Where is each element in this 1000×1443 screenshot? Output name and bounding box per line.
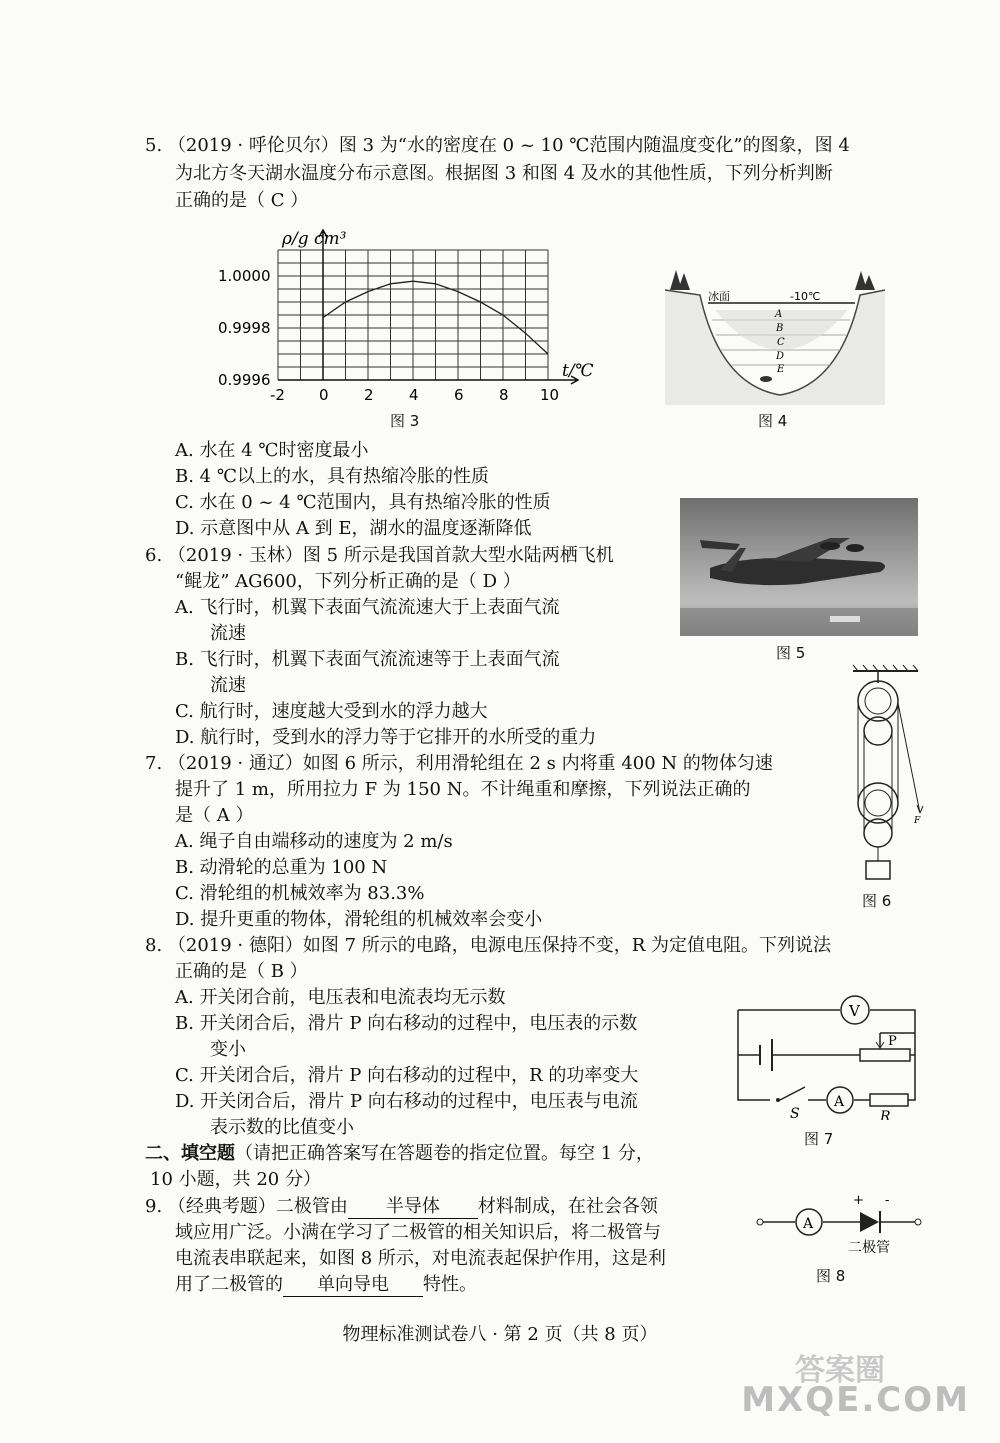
q9-line4-a: 用了二极管的 — [175, 1274, 283, 1295]
fig6-caption: 图 6 — [862, 892, 892, 910]
q7-option-a: A. 绳子自由端移动的速度为 2 m/s — [175, 831, 453, 852]
tree-icon — [670, 270, 690, 290]
fig6-force-label: F — [914, 816, 921, 826]
watermark-top: 答案圈 — [795, 1353, 885, 1388]
ammeter-label: A — [834, 1094, 845, 1110]
q9-line1-b: 材料制成，在社会各领 — [477, 1196, 658, 1217]
fig6-pulley-system — [848, 663, 928, 883]
q5-line3: 正确的是（ C ） — [175, 190, 309, 211]
battery-icon — [760, 1039, 772, 1071]
fig3-density-chart — [210, 222, 630, 422]
q8-option-b: B. 开关闭合后，滑片 P 向右移动的过程中，电压表的示数 — [175, 1013, 638, 1034]
q7-option-c: C. 滑轮组的机械效率为 83.3% — [175, 883, 425, 904]
seaplane-icon — [680, 498, 918, 636]
q8-line2: 正确的是（ B ） — [175, 961, 308, 982]
q6-option-d: D. 航行时，受到水的浮力等于它排开的水所受的重力 — [175, 727, 597, 748]
x-tick-label: 6 — [454, 386, 464, 404]
q7-line2: 提升了 1 m，所用拉力 F 为 150 N。不计绳重和摩擦，下列说法正确的 — [175, 779, 751, 800]
watermark-bottom: MXQE.COM — [741, 1380, 970, 1420]
chart-y-label: ρ/g cm³ — [282, 229, 347, 249]
x-tick-label: 10 — [540, 386, 560, 404]
fig4-temp-label: -10℃ — [790, 290, 821, 303]
fig5-caption: 图 5 — [776, 644, 806, 662]
section2-title: 二、填空题 — [145, 1143, 235, 1164]
slider-label: P — [888, 1034, 897, 1049]
q5-option-b: B. 4 ℃以上的水，具有热缩冷胀的性质 — [175, 466, 489, 487]
fig8-diode-circuit — [755, 1190, 925, 1260]
q6-option-c: C. 航行时，速度越大受到水的浮力越大 — [175, 701, 488, 722]
rheostat-icon — [860, 1049, 910, 1061]
switch-icon — [780, 1087, 805, 1100]
fig8-diode-label: 二极管 — [848, 1240, 890, 1256]
q6-option-b-cont: 流速 — [210, 675, 246, 696]
q5-line2: 为北方冬天湖水温度分布示意图。根据图 3 和图 4 及水的其他性质，下列分析判断 — [175, 163, 833, 184]
diode-icon — [860, 1212, 879, 1232]
fig4-caption: 图 4 — [758, 412, 788, 430]
q6-option-a: A. 飞行时，机翼下表面气流流速大于上表面气流 — [175, 597, 560, 618]
layer-e: E — [777, 364, 785, 375]
y-tick-label: 1.0000 — [218, 267, 271, 285]
tree-icon — [855, 271, 875, 290]
resistor-icon — [870, 1094, 908, 1106]
fish-icon — [760, 376, 772, 382]
fig7-circuit — [730, 995, 930, 1120]
section2-header — [145, 1143, 654, 1165]
resistor-label: R — [880, 1109, 891, 1120]
fig8-caption: 图 8 — [816, 1267, 846, 1285]
layer-d: D — [776, 351, 785, 362]
voltmeter-label: V — [849, 1002, 860, 1020]
q9-line1-a: 9. （经典考题）二极管由 — [145, 1196, 348, 1217]
x-tick-label: 8 — [499, 386, 509, 404]
q5-option-d: D. 示意图中从 A 到 E，湖水的温度逐渐降低 — [175, 518, 532, 539]
y-tick-label: 0.9998 — [218, 319, 271, 337]
switch-label: S — [790, 1106, 800, 1120]
q9-answer-blank-2[interactable]: 单向导电 — [283, 1274, 423, 1297]
q6-line2: “鲲龙” AG600，下列分析正确的是（ D ） — [175, 571, 521, 592]
x-tick-label: 0 — [319, 386, 329, 404]
x-tick-label: 2 — [364, 386, 374, 404]
q6-option-a-cont: 流速 — [210, 623, 246, 644]
weight-block — [866, 861, 890, 879]
y-axis — [319, 230, 327, 380]
q6-option-b: B. 飞行时，机翼下表面气流流速等于上表面气流 — [175, 649, 560, 670]
fig8-plus-label: + — [853, 1193, 864, 1208]
q9-line4 — [175, 1274, 477, 1297]
q8-option-d-cont: 表示数的比值变小 — [210, 1117, 354, 1138]
q5-line1: 5. （2019 · 呼伦贝尔）图 3 为“水的密度在 0 ~ 10 ℃范围内随温度变化”的图象，图 4 — [145, 135, 850, 156]
q9-line3: 电流表串联起来，如图 8 所示，对电流表起保护作用，这是利 — [175, 1248, 666, 1269]
q8-option-c: C. 开关闭合后，滑片 P 向右移动的过程中，R 的功率变大 — [175, 1065, 639, 1086]
q7-option-d: D. 提升更重的物体，滑轮组的机械效率会变小 — [175, 909, 543, 930]
q5-option-a: A. 水在 4 ℃时密度最小 — [175, 440, 369, 461]
fig3-caption: 图 3 — [390, 412, 420, 430]
q7-line3: 是（ A ） — [175, 805, 254, 826]
x-tick-label: -2 — [270, 386, 285, 404]
fig4-lake-diagram — [660, 265, 890, 405]
fig8-minus-label: - — [885, 1193, 890, 1208]
q5-option-c: C. 水在 0 ~ 4 ℃范围内，具有热缩冷胀的性质 — [175, 492, 551, 513]
page-footer: 物理标准测试卷八 · 第 2 页（共 8 页） — [342, 1324, 658, 1345]
y-tick-label: 0.9996 — [218, 371, 271, 389]
section2-note2: 10 小题，共 20 分） — [150, 1169, 321, 1190]
q9-line2: 域应用广泛。小满在学习了二极管的相关知识后，将二极管与 — [175, 1222, 661, 1243]
fig5-seaplane-photo — [680, 498, 918, 636]
q8-line1: 8. （2019 · 德阳）如图 7 所示的电路，电源电压保持不变，R 为定值电阻。下列说法 — [145, 935, 832, 956]
q7-line1: 7. （2019 · 通辽）如图 6 所示，利用滑轮组在 2 s 内将重 400 N 的物体匀速 — [145, 753, 773, 774]
fig4-ice-label: 冰面 — [708, 290, 730, 303]
x-tick-label: 4 — [409, 386, 419, 404]
layer-c: C — [777, 337, 785, 348]
q7-option-b: B. 动滑轮的总重为 100 N — [175, 857, 388, 878]
fig8-ammeter-label: A — [803, 1216, 814, 1232]
q8-option-a: A. 开关闭合前，电压表和电流表均无示数 — [175, 987, 506, 1008]
q8-option-b-cont: 变小 — [210, 1039, 246, 1060]
q9-answer-blank-1[interactable]: 半导体 — [348, 1196, 478, 1219]
q6-line1: 6. （2019 · 玉林）图 5 所示是我国首款大型水陆两栖飞机 — [145, 545, 614, 566]
layer-b: B — [776, 323, 784, 334]
q8-option-d: D. 开关闭合后，滑片 P 向右移动的过程中，电压表与电流 — [175, 1091, 638, 1112]
layer-a: A — [775, 309, 783, 320]
q9-line4-b: 特性。 — [423, 1274, 477, 1295]
fig7-caption: 图 7 — [804, 1130, 834, 1148]
q9-line1 — [145, 1196, 658, 1219]
section2-note: （请把正确答案写在答题卷的指定位置。每空 1 分， — [235, 1143, 654, 1164]
chart-x-label: t/℃ — [562, 361, 594, 381]
